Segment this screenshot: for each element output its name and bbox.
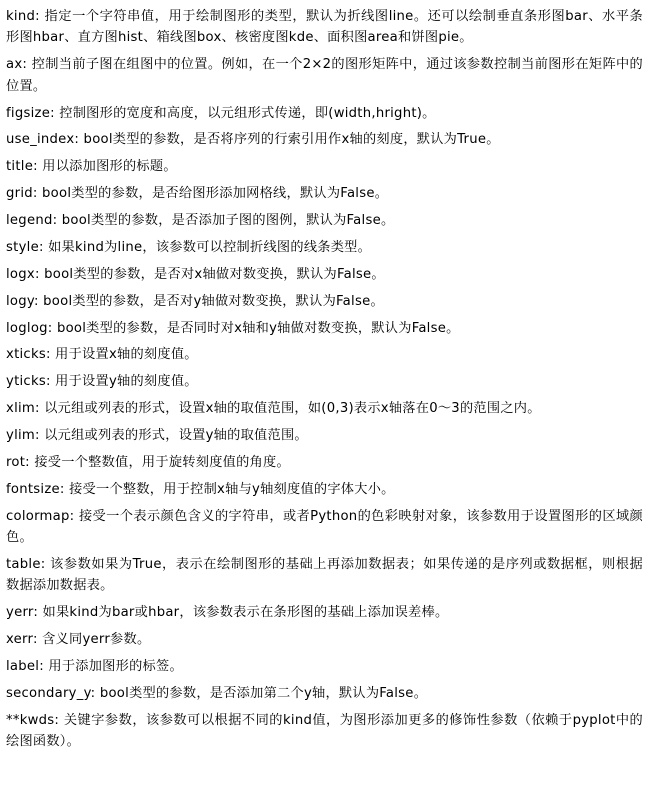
parameter-entry-yticks: yticks: 用于设置y轴的刻度值。 xyxy=(6,374,198,390)
parameter-entry-grid: grid: bool类型的参数，是否给图形添加网格线，默认为False。 xyxy=(6,186,389,202)
parameter-entry-xlim: xlim: 以元组或列表的形式，设置x轴的取值范围，如(0,3)表示x轴落在0～3的范围之内。 xyxy=(6,401,541,417)
parameter-entry-table: table: 该参数如果为True，表示在绘制图形的基础上再添加数据表；如果传递的是序列或数据框，则根据数据添加数据表。 xyxy=(6,556,643,594)
parameter-entry-yerr: yerr: 如果kind为bar或hbar，该参数表示在条形图的基础上添加误差棒。 xyxy=(6,605,449,621)
parameter-entry-logy: logy: bool类型的参数，是否对y轴做对数变换，默认为False。 xyxy=(6,293,384,309)
parameter-entry-loglog: loglog: bool类型的参数，是否同时对x轴和y轴做对数变换，默认为False。 xyxy=(6,320,460,336)
parameter-entry-ax: ax: 控制当前子图在组图中的位置。例如，在一个2×2的图形矩阵中，通过该参数控制当前图形在矩阵中的位置。 xyxy=(6,57,643,94)
parameter-entry-colormap: colormap: 接受一个表示颜色含义的字符串，或者Python的色彩映射对象，该参数用于设置图形的区域颜色。 xyxy=(6,508,643,545)
parameter-entry-kwds: **kwds: 关键字参数，该参数可以根据不同的kind值，为图形添加更多的修饰性参数（依赖于pyplot中的绘图函数）。 xyxy=(6,712,643,749)
parameter-entry-rot: rot: 接受一个整数值，用于旋转刻度值的角度。 xyxy=(6,454,290,470)
parameter-entry-xerr: xerr: 含义同yerr参数。 xyxy=(6,632,151,647)
parameter-entry-label: label: 用于添加图形的标签。 xyxy=(6,658,183,674)
parameter-entry-figsize: figsize: 控制图形的宽度和高度，以元组形式传递，即(width,hright)。 xyxy=(6,105,436,121)
parameter-description-list xyxy=(6,6,643,752)
parameter-entry-ylim: ylim: 以元组或列表的形式，设置y轴的取值范围。 xyxy=(6,428,308,443)
parameter-entry-title: title: 用以添加图形的标题。 xyxy=(6,159,177,175)
parameter-entry-use-index: use_index: bool类型的参数，是否将序列的行索引用作x轴的刻度，默认为True。 xyxy=(6,132,500,148)
parameter-entry-logx: logx: bool类型的参数，是否对x轴做对数变换，默认为False。 xyxy=(6,266,385,282)
parameter-entry-xticks: xticks: 用于设置x轴的刻度值。 xyxy=(6,347,198,363)
parameter-entry-legend: legend: bool类型的参数，是否添加子图的图例，默认为False。 xyxy=(6,213,395,228)
parameter-entry-kind: kind: 指定一个字符串值，用于绘制图形的类型，默认为折线图line。还可以绘制垂直条形图bar、水平条形图hbar、直方图hist、箱线图box、核密度图kde、面积图area和饼图pie。 xyxy=(6,9,643,46)
parameter-entry-secondary-y: secondary_y: bool类型的参数，是否添加第二个y轴，默认为False。 xyxy=(6,685,428,701)
parameter-entry-fontsize: fontsize: 接受一个整数，用于控制x轴与y轴刻度值的字体大小。 xyxy=(6,481,395,497)
parameter-entry-style: style: 如果kind为line，该参数可以控制折线图的线条类型。 xyxy=(6,239,372,255)
